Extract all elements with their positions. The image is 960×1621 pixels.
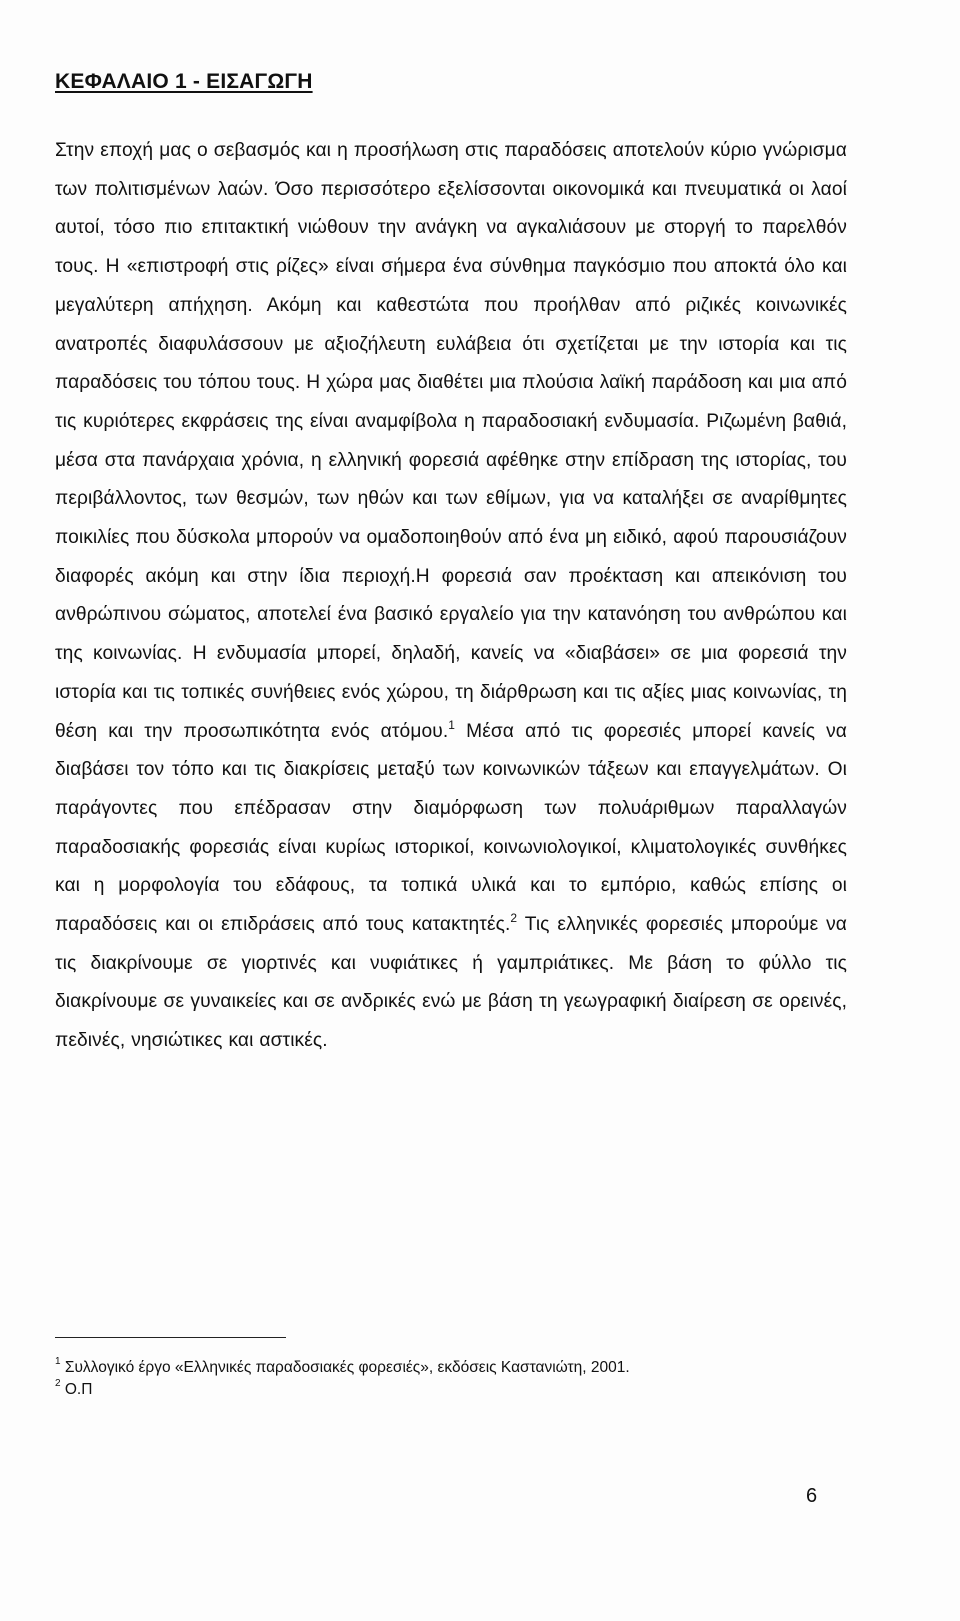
paragraph-part-3: Τις ελληνικές φορεσιές μπορούμε να τις διακρίνουμε σε γιορτινές και νυφιάτικες ή γαμπριάτικες. Με βάση το φύλλο τις διακρίνουμε σε γυναικείες και σε ανδρικές ενώ με βάση τη γεωγραφική διαίρεση σε ορεινές, πεδινές, νησιώτικες και αστικές. xyxy=(55,914,848,1052)
footnote-marker-2: 2 xyxy=(55,1378,61,1389)
footnote-text-1: Συλλογικό έργο «Ελληνικές παραδοσιακές φορεσιές», εκδόσεις Καστανιώτη, 2001. xyxy=(64,1359,630,1376)
footnote-1 xyxy=(55,1357,847,1379)
footnote-reference-1: 1 xyxy=(448,717,456,732)
page-number: 6 xyxy=(806,1485,818,1507)
paragraph-part-2: Μέσα από τις φορεσιές μπορεί κανείς να διαβάσει τον τόπο και τις διακρίσεις μεταξύ των κοινωνικών τάξεων και επαγγελμάτων. Οι παράγοντες που επέδρασαν στην διαμόρφωση των πολυάριθμων παραλλαγών παραδοσιακής φορεσιάς είναι κυρίως ιστορικοί, κοινωνιολογικοί, κλιματολογικές συνθήκες και η μορφολογία του εδάφους, τα τοπικά υλικά και το εμπόριο, καθώς επίσης οι παραδόσεις και οι επιδράσεις από τους κατακτητές. xyxy=(55,720,847,936)
footnote-separator xyxy=(55,1337,286,1338)
footnote-text-2: Ο.Π xyxy=(64,1381,93,1398)
chapter-heading: ΚΕΦΑΛΑΙΟ 1 - ΕΙΣΑΓΩΓΗ xyxy=(55,70,313,93)
paragraph-text xyxy=(55,132,847,1061)
footnote-reference-2: 2 xyxy=(510,911,518,926)
body-paragraph xyxy=(55,132,847,1061)
footnotes-section xyxy=(55,1357,847,1401)
paragraph-part-1: Στην εποχή μας ο σεβασμός και η προσήλωση στις παραδόσεις αποτελούν κύριο γνώρισμα των πολιτισμένων λαών. Όσο περισσότερο εξελίσσονται οικονομικά και πνευματικά οι λαοί αυτοί, τόσο πιο επιτακτική νιώθουν την ανάγκη να αγκαλιάσουν με στοργή το παρελθόν τους. Η «επιστροφή στις ρίζες» είναι σήμερα ένα σύνθημα παγκόσμιο που αποκτά όλο και μεγαλύτερη απήχηση. Ακόμη και καθεστώτα που προήλθαν από ριζικές κοινωνικές ανατροπές διαφυλάσσουν με αξιοζήλευτη ευλάβεια ότι σχετίζεται με την ιστορία και τις παραδόσεις του τόπου τους. Η χώρα μας διαθέτει μια πλούσια λαϊκή παράδοση και μια από τις κυριότερες εκφράσεις της είναι αναμφίβολα η παραδοσιακή ενδυμασία. Ριζωμένη βαθιά, μέσα στα πανάρχαια χρόνια, η ελληνική φορεσιά αφέθηκε στην επίδραση της ιστορίας, του περιβάλλοντος, των θεσμών, των ηθών και των εθίμων, για να καταλήξει σε αναρίθμητες ποικιλίες που δύσκολα μπορούν να ομαδοποιηθούν από ένα μη ειδικό, αφού παρουσιάζουν διαφορές ακόμη και στην ίδια περιοχή.Η φορεσιά σαν προέκταση και απεικόνιση του ανθρώπινου σώματος, αποτελεί ένα βασικό εργαλείο για την κατανόηση του ανθρώπου και της κοινωνίας. Η ενδυμασία μπορεί, δηλαδή, κανείς να «διαβάσει» σε μια φορεσιά την ιστορία και τις τοπικές συνήθειες ενός χώρου, τη διάρθρωση και τις αξίες μιας κοινωνίας, τη θέση και την προσωπικότητα ενός ατόμου. xyxy=(55,140,847,742)
footnote-marker-1: 1 xyxy=(55,1356,61,1367)
footnote-2 xyxy=(55,1379,847,1401)
